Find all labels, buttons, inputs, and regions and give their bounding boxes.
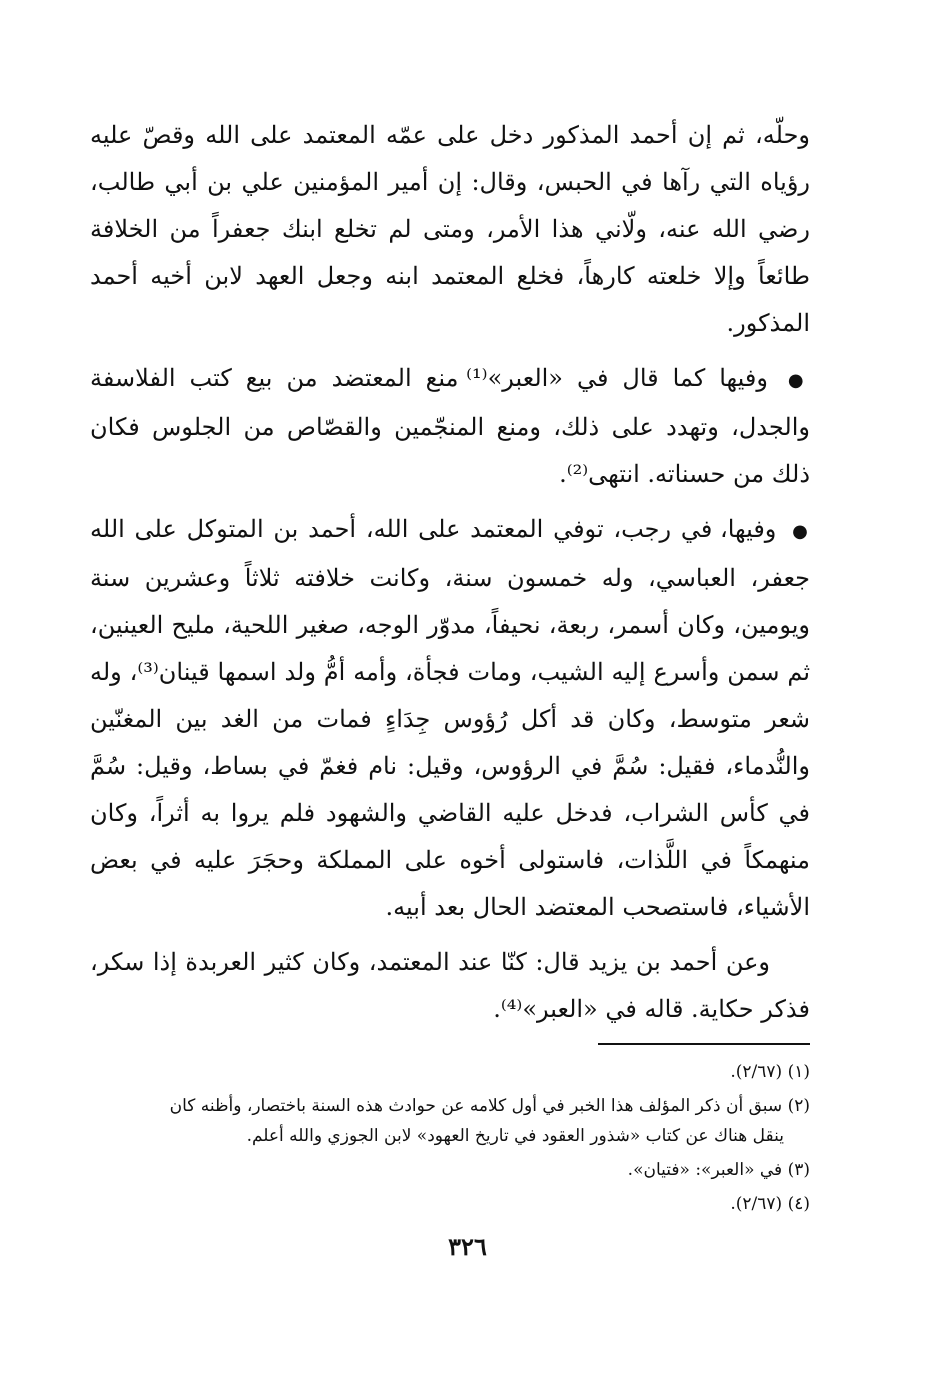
paragraph-1-text: وحلّه، ثم إن أحمد المذكور دخل على عمّه المعتمد على الله وقصّ عليه رؤياه التي رآها في الحبس، وقال: إن أمير المؤمنين علي بن أبي طالب، رضي الله عنه، ولّاني هذا الأمر، ومتى لم تخلع ابنك جعفراً من الخلافة طائعاً وإلا خلعته كارهاً، فخلع المعتمد ابنه وجعل العهد لابن أخيه أحمد المذكور. <box>90 121 810 337</box>
page-number: ٣٢٦ <box>448 1232 487 1261</box>
footnotes <box>90 1057 810 1219</box>
bullet-icon: ● <box>792 521 811 542</box>
paragraph-3-text: وفيها، في رجب، توفي المعتمد على الله، أحمد بن المتوكل على الله جعفر، العباسي، وله خمسون سنة، وكانت خلافته ثلاثاً وعشرين سنة ويومين، وكان أسمر، ربعة، نحيفاً، مدوّر الوجه، صغير اللحية، مليح العينين، ثم سمن وأسرع إليه الشيب، ومات فجأة، وأمه أمُّ ولد اسمها قينان⁽³⁾، وله شعر متوسط، وكان قد أكل رُؤوس جِدَاءٍ فمات من الغد بين المغنّين والنُّدماء، فقيل: سُمَّ في الرؤوس، وقيل: نام فغمّ في بساط، وقيل: سُمَّ في كأس الشراب، فدخل عليه القاضي والشهود فلم يروا به أثراً، وكان منهمكاً في اللَّذات، فاستولى أخوه على المملكة وحجَرَ عليه في بعض الأشياء، فاستصحب المعتضد الحال بعد أبيه. <box>90 515 811 921</box>
page-body <box>90 112 810 1223</box>
bullet-icon: ● <box>787 370 810 391</box>
footnote-2-continuation: ينقل هناك عن كتاب «شذور العقود في تاريخ العهود» لابن الجوزي والله أعلم. <box>246 1126 784 1146</box>
footnote-divider <box>598 1043 810 1045</box>
footnote-1-text: (١) (٢/٦٧). <box>730 1062 810 1082</box>
footnote-4 <box>90 1189 810 1219</box>
main-text <box>90 112 810 1033</box>
footnote-2-text: (٢) سبق أن ذكر المؤلف هذا الخبر في أول كلامه عن حوادث هذه السنة باختصار، وأظنه كان <box>169 1096 810 1116</box>
paragraph-2 <box>90 355 810 498</box>
paragraph-4-text: وعن أحمد بن يزيد قال: كنّا عند المعتمد، وكان كثير العربدة إذا سكر، فذكر حكاية. قاله في «العبر»⁽⁴⁾. <box>90 948 810 1023</box>
footnote-4-text: (٤) (٢/٦٧). <box>730 1194 810 1214</box>
paragraph-2-text: وفيها كما قال في «العبر»⁽¹⁾ منع المعتضد من بيع كتب الفلاسفة والجدل، وتهدد على ذلك، ومنع المنجّمين والقصّاص من الجلوس فكان ذلك من حسناته. انتهى⁽²⁾. <box>90 364 810 488</box>
footnote-1 <box>90 1057 810 1087</box>
footnote-3 <box>90 1155 810 1185</box>
paragraph-1 <box>90 112 810 347</box>
paragraph-3 <box>90 506 810 931</box>
footnote-2 <box>90 1091 810 1151</box>
paragraph-4 <box>90 939 810 1033</box>
footnote-3-text: (٣) في «العبر»: «فتيان». <box>627 1160 810 1180</box>
